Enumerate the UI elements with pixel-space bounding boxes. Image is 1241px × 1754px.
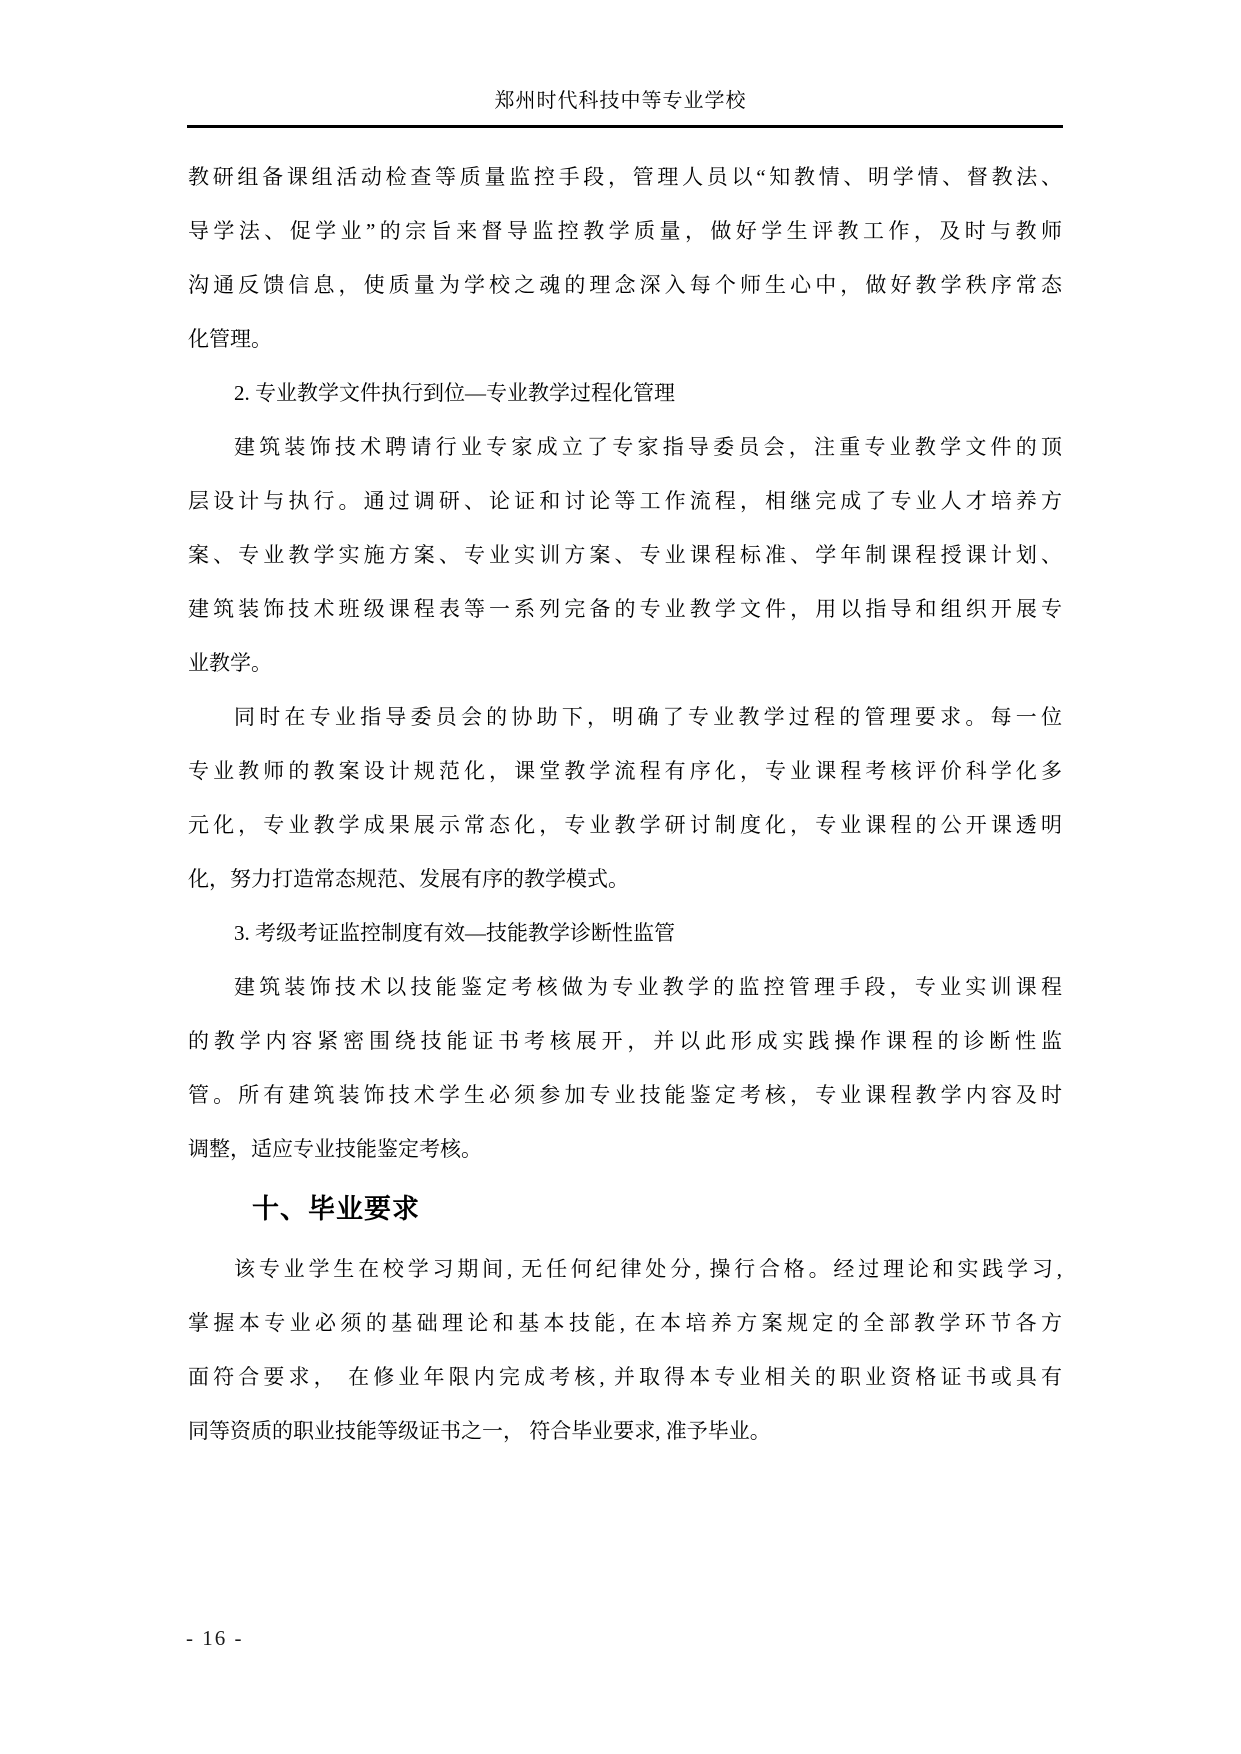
text-line: 管。所有建筑装饰技术学生必须参加专业技能鉴定考核，专业课程教学内容及时 bbox=[188, 1083, 1062, 1107]
numbered-item-line: 3. 考级考证监控制度有效—技能教学诊断性监管 bbox=[234, 921, 675, 945]
text-line: 导学法、促学业”的宗旨来督导监控教学质量，做好学生评教工作，及时与教师 bbox=[188, 219, 1062, 243]
text-line: 的教学内容紧密围绕技能证书考核展开，并以此形成实践操作课程的诊断性监 bbox=[188, 1029, 1062, 1053]
text-line: 元化，专业教学成果展示常态化，专业教学研讨制度化，专业课程的公开课透明 bbox=[188, 813, 1062, 837]
text-line: 该专业学生在校学习期间, 无任何纪律处分, 操行合格。经过理论和实践学习, bbox=[234, 1257, 1062, 1281]
header-rule-divider bbox=[187, 125, 1063, 128]
numbered-item-line: 2. 专业教学文件执行到位—专业教学过程化管理 bbox=[234, 381, 675, 405]
text-line: 掌握本专业必须的基础理论和基本技能, 在本培养方案规定的全部教学环节各方 bbox=[188, 1311, 1062, 1335]
text-line: 建筑装饰技术以技能鉴定考核做为专业教学的监控管理手段，专业实训课程 bbox=[234, 975, 1062, 999]
text-line: 面符合要求， 在修业年限内完成考核, 并取得本专业相关的职业资格证书或具有 bbox=[188, 1365, 1062, 1389]
document-body bbox=[188, 150, 1062, 1458]
text-line: 教研组备课组活动检查等质量监控手段，管理人员以“知教情、明学情、督教法、 bbox=[188, 165, 1062, 189]
page-number: - 16 - bbox=[186, 1626, 244, 1650]
text-line: 化，努力打造常态规范、发展有序的教学模式。 bbox=[188, 867, 629, 891]
text-line: 业教学。 bbox=[188, 651, 272, 675]
text-line: 同时在专业指导委员会的协助下，明确了专业教学过程的管理要求。每一位 bbox=[234, 705, 1062, 729]
section-heading-graduation-requirements: 十、毕业要求 bbox=[252, 1194, 420, 1224]
page-header-title: 郑州时代科技中等专业学校 bbox=[494, 90, 747, 112]
text-line: 调整，适应专业技能鉴定考核。 bbox=[188, 1137, 482, 1161]
text-line: 化管理。 bbox=[188, 327, 272, 351]
text-line: 同等资质的职业技能等级证书之一， 符合毕业要求, 准予毕业。 bbox=[188, 1419, 771, 1443]
text-line: 建筑装饰技术班级课程表等一系列完备的专业教学文件，用以指导和组织开展专 bbox=[188, 597, 1062, 621]
text-line: 案、专业教学实施方案、专业实训方案、专业课程标准、学年制课程授课计划、 bbox=[188, 543, 1062, 567]
text-line: 沟通反馈信息，使质量为学校之魂的理念深入每个师生心中，做好教学秩序常态 bbox=[188, 273, 1062, 297]
text-line: 专业教师的教案设计规范化，课堂教学流程有序化，专业课程考核评价科学化多 bbox=[188, 759, 1062, 783]
text-line: 层设计与执行。通过调研、论证和讨论等工作流程，相继完成了专业人才培养方 bbox=[188, 489, 1062, 513]
text-line: 建筑装饰技术聘请行业专家成立了专家指导委员会，注重专业教学文件的顶 bbox=[234, 435, 1062, 459]
